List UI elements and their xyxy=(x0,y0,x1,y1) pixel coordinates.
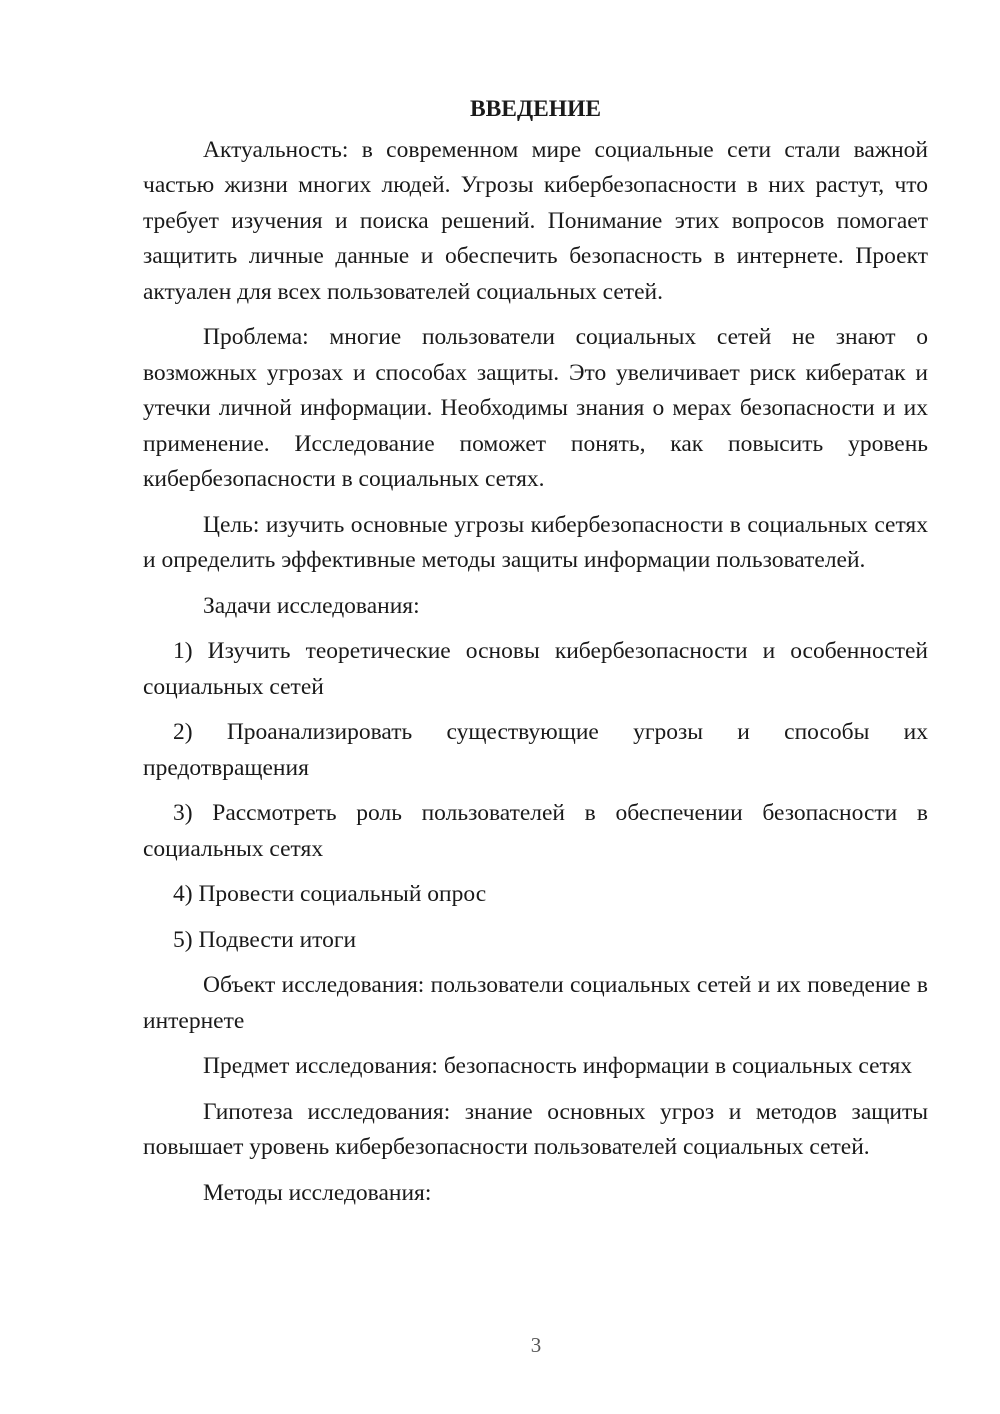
task-item: 4) Провести социальный опрос xyxy=(173,881,487,907)
problem-paragraph: Проблема: многие пользователи социальных сетей не знают о возможных угрозах и способах защиты. Это увеличивает риск кибератак и утечки личной информации. Необходимы знания о мерах безопасности и их применение. Исследование поможет понять, как повысить уровень кибербезопасности в социальных сетях. xyxy=(143,324,928,492)
subject-paragraph: Предмет исследования: безопасность информации в социальных сетях xyxy=(203,1053,913,1079)
page-number: 3 xyxy=(530,1333,542,1357)
relevance-paragraph: Актуальность: в современном мире социальные сети стали важной частью жизни многих людей. Угрозы кибербезопасности в них растут, что требует изучения и поиска решений. Понимание этих вопросов помогает защитить личные данные и обеспечить безопасность в интернете. Проект актуален для всех пользователей социальных сетей. xyxy=(143,136,928,305)
task-item: 1) Изучить теоретические основы кибербезопасности и особенностей социальных сетей xyxy=(143,638,928,700)
task-item: 5) Подвести итоги xyxy=(173,926,357,953)
page-content xyxy=(143,92,928,1221)
tasks-heading: Задачи исследования: xyxy=(203,592,420,619)
object-paragraph: Объект исследования: пользователи социальных сетей и их поведение в интернете xyxy=(143,972,928,1034)
hypothesis-paragraph: Гипотеза исследования: знание основных угроз и методов защиты повышает уровень кибербезопасности пользователей социальных сетей. xyxy=(143,1098,928,1160)
page-title: ВВЕДЕНИЕ xyxy=(469,96,602,122)
goal-paragraph: Цель: изучить основные угрозы кибербезопасности в социальных сетях и определить эффективные методы защиты информации пользователей. xyxy=(143,511,928,573)
task-item: 3) Рассмотреть роль пользователей в обеспечении безопасности в социальных сетях xyxy=(143,800,928,862)
methods-heading: Методы исследования: xyxy=(203,1179,432,1206)
task-item: 2) Проанализировать существующие угрозы и способы их предотвращения xyxy=(143,719,928,781)
